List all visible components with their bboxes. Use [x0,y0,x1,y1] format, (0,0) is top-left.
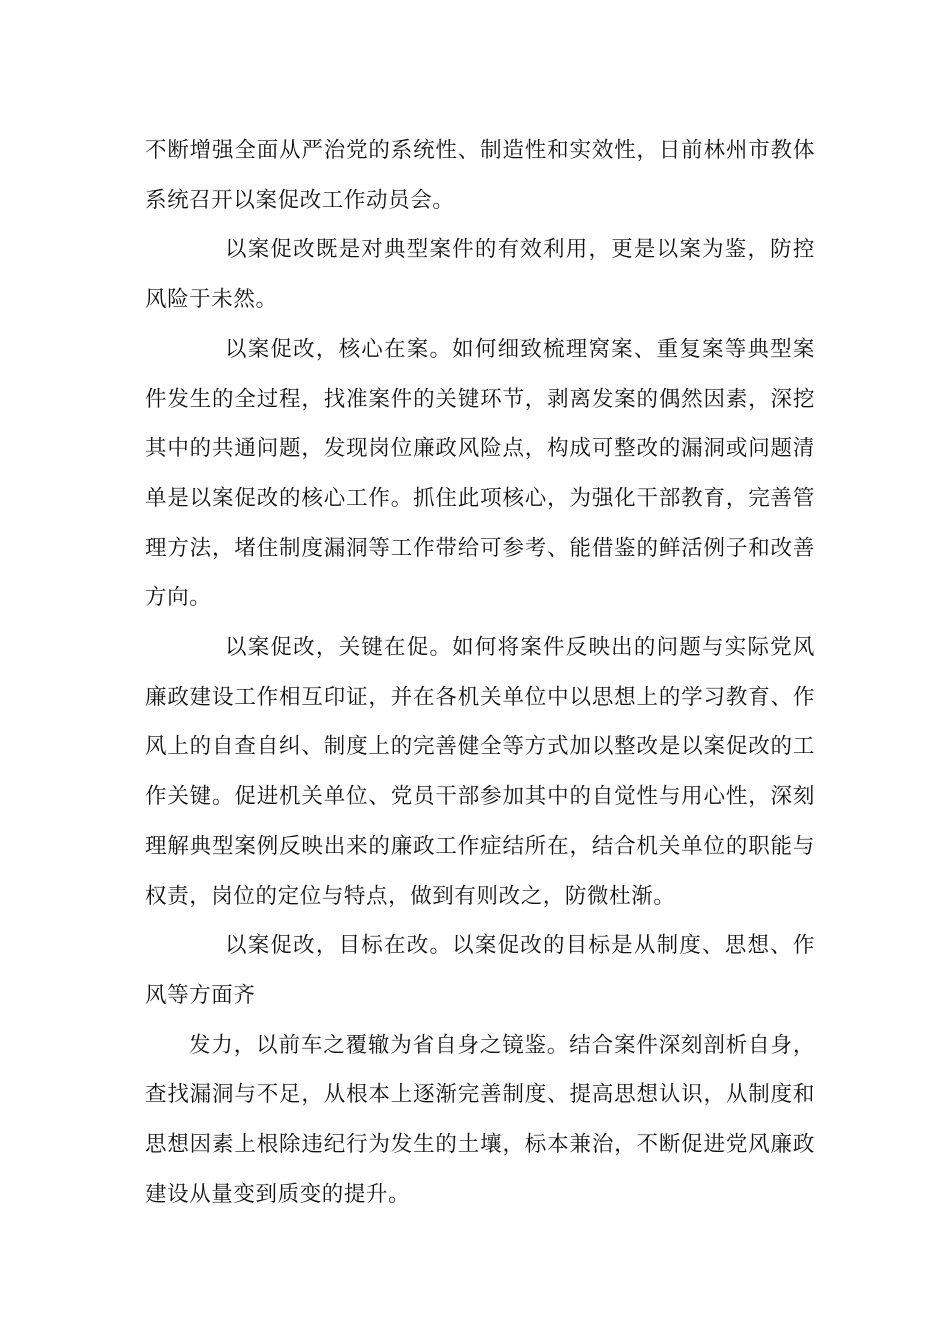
paragraph-5: 以案促改，目标在改。以案促改的目标是从制度、思想、作风等方面齐 [145,933,815,1008]
paragraph-6: 发力，以前车之覆辙为省自身之镜鉴。结合案件深刻剖析自身，查找漏洞与不足，从根本上逐渐完善制度、提高思想认识，从制度和思想因素上根除违纪行为发生的土壤，标本兼治，不断促进党风廉政建设从量变到质变的提升。 [145,1032,815,1207]
paragraph-2: 以案促改既是对典型案件的有效利用，更是以案为鉴，防控风险于未然。 [145,237,815,313]
document-body [145,126,815,1219]
paragraph-4: 以案促改，关键在促。如何将案件反映出的问题与实际党风廉政建设工作相互印证，并在各机关单位中以思想上的学习教育、作风上的自查自纠、制度上的完善健全等方式加以整改是以案促改的工作关键。促进机关单位、党员干部参加其中的自觉性与用心性，深刻理解典型案例反映出来的廉政工作症结所在，结合机关单位的职能与权责，岗位的定位与特点，做到有则改之，防微杜渐。 [145,635,815,909]
paragraph-1: 不断增强全面从严治党的系统性、制造性和实效性，日前林州市教体系统召开以案促改工作动员会。 [145,138,815,213]
paragraph-3: 以案促改，核心在案。如何细致梳理窝案、重复案等典型案件发生的全过程，找准案件的关键环节，剥离发案的偶然因素，深挖其中的共通问题，发现岗位廉政风险点，构成可整改的漏洞或问题清单是以案促改的核心工作。抓住此项核心，为强化干部教育，完善管理方法，堵住制度漏洞等工作带给可参考、能借鉴的鲜活例子和改善方向。 [145,336,815,611]
